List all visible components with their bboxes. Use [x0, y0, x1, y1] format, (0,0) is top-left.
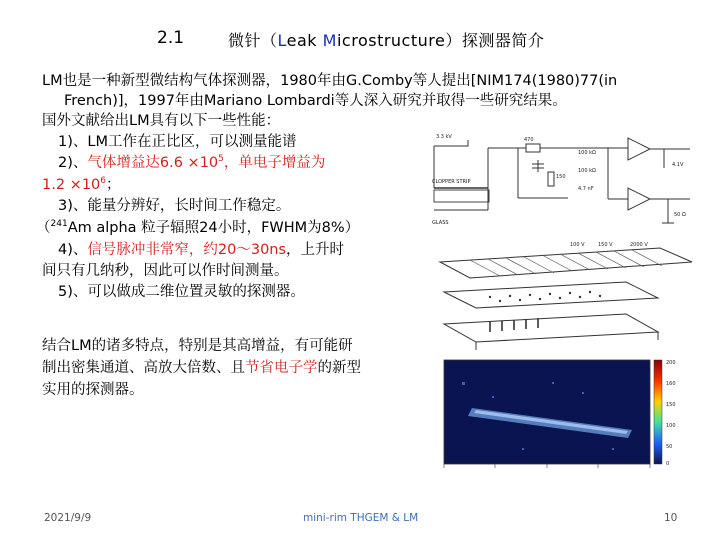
page-number: 10: [664, 512, 678, 524]
position-heatmap: [432, 352, 702, 472]
circuit-label-glass: GLASS: [432, 220, 449, 226]
circuit-label-r3: 100 kΩ: [578, 150, 596, 156]
scale-tick-100: 100: [666, 423, 676, 429]
circuit-label-term: 50 Ω: [674, 212, 686, 218]
conclusion-line-2-b: 的新型: [317, 360, 361, 376]
property-4-rest: ，上升时: [286, 242, 345, 258]
circuit-label-r2: 150: [556, 174, 566, 180]
title-suffix: ）探测器简介: [445, 31, 545, 50]
footer-title: mini-rim THGEM & LM: [303, 512, 419, 524]
property-3: 3)、能量分辨好，长时间工作稳定。: [58, 198, 291, 214]
heatmap-color-scale: [654, 360, 662, 464]
conclusion-line-2-a: 制出密集通道、高放大倍数、且: [42, 360, 245, 376]
title-micro-initial: M: [322, 31, 337, 50]
property-2-number: 2)、: [58, 155, 88, 171]
title-leak-rest: eak: [286, 31, 323, 50]
circuit-label-r1: 470: [524, 137, 534, 143]
property-2-continued: [42, 176, 121, 196]
slide-title: [228, 28, 544, 51]
intro-line-2: French)]，1997年由Mariano Lombardi等人深入研究并取得一些研究结果。: [64, 93, 567, 109]
title-leak-initial: L: [277, 31, 287, 50]
property-2-single-electron: ，单电子增益为: [223, 155, 326, 171]
property-3-detail: Am alpha 粒子辐照24小时，FWHM为8%）: [67, 220, 360, 236]
scale-tick-50: 50: [666, 444, 673, 450]
conclusion-electronics: 节省电子学: [245, 360, 318, 376]
scale-tick-150: 150: [666, 402, 676, 408]
property-3-continued: [36, 219, 359, 239]
electrode-label-top: 100 V: [570, 242, 585, 248]
title-prefix: 微针（: [228, 31, 278, 50]
properties-heading: 国外文献给出LM具有以下一些性能：: [42, 113, 281, 129]
electrode-layers-diagram: [430, 240, 702, 352]
property-4: [58, 241, 344, 261]
isotope-mass: 241: [50, 219, 68, 229]
circuit-diagram: [428, 128, 698, 238]
property-5: 5)、可以做成二维位置灵敏的探测器。: [58, 284, 305, 300]
property-2-value: 1.2 ×10: [42, 177, 101, 193]
property-2-value-exponent: 6: [100, 176, 107, 186]
intro-line-1: LM也是一种新型微结构气体探测器，1980年由G.Comby等人提出[NIM174(1980)77(in: [42, 73, 618, 89]
footer-date: 2021/9/9: [44, 512, 92, 524]
circuit-label-cap: 4.7 nF: [578, 186, 594, 192]
circuit-label-r4: 100 kΩ: [578, 168, 596, 174]
property-2-exponent: 5: [218, 154, 224, 164]
property-2-end: ；: [106, 177, 121, 193]
circuit-label-volt: 4.1V: [672, 162, 684, 168]
electrode-label-mid: 150 V: [598, 242, 613, 248]
property-4-pulse: 信号脉冲非常窄，约20～30ns: [87, 242, 287, 258]
property-3-paren: （: [36, 220, 51, 236]
property-2: [58, 154, 325, 174]
scale-tick-0: 0: [666, 461, 670, 467]
property-4-number: 4)、: [58, 242, 88, 258]
property-4-continued: 间只有几纳秒，因此可以作时间测量。: [42, 263, 289, 279]
circuit-label-clopper: CLOPPER STRIP: [432, 179, 471, 185]
scale-tick-200: 200: [666, 360, 676, 366]
conclusion-line-3: 实用的探测器。: [42, 382, 144, 398]
circuit-label-hv: 3.3 kV: [436, 134, 452, 140]
title-micro-rest: icrostructure: [336, 31, 446, 50]
section-number: 2.1: [157, 28, 185, 48]
scale-tick-160: 160: [666, 381, 676, 387]
conclusion-line-2: [42, 359, 361, 379]
property-2-gain: 气体增益达6.6 ×10: [87, 155, 219, 171]
property-1: 1)、LM工作在正比区，可以测量能谱: [58, 134, 297, 150]
electrode-label-hv: 2000 V: [630, 242, 648, 248]
conclusion-line-1: 结合LM的诸多特点，特别是其高增益，有可能研: [42, 338, 353, 354]
